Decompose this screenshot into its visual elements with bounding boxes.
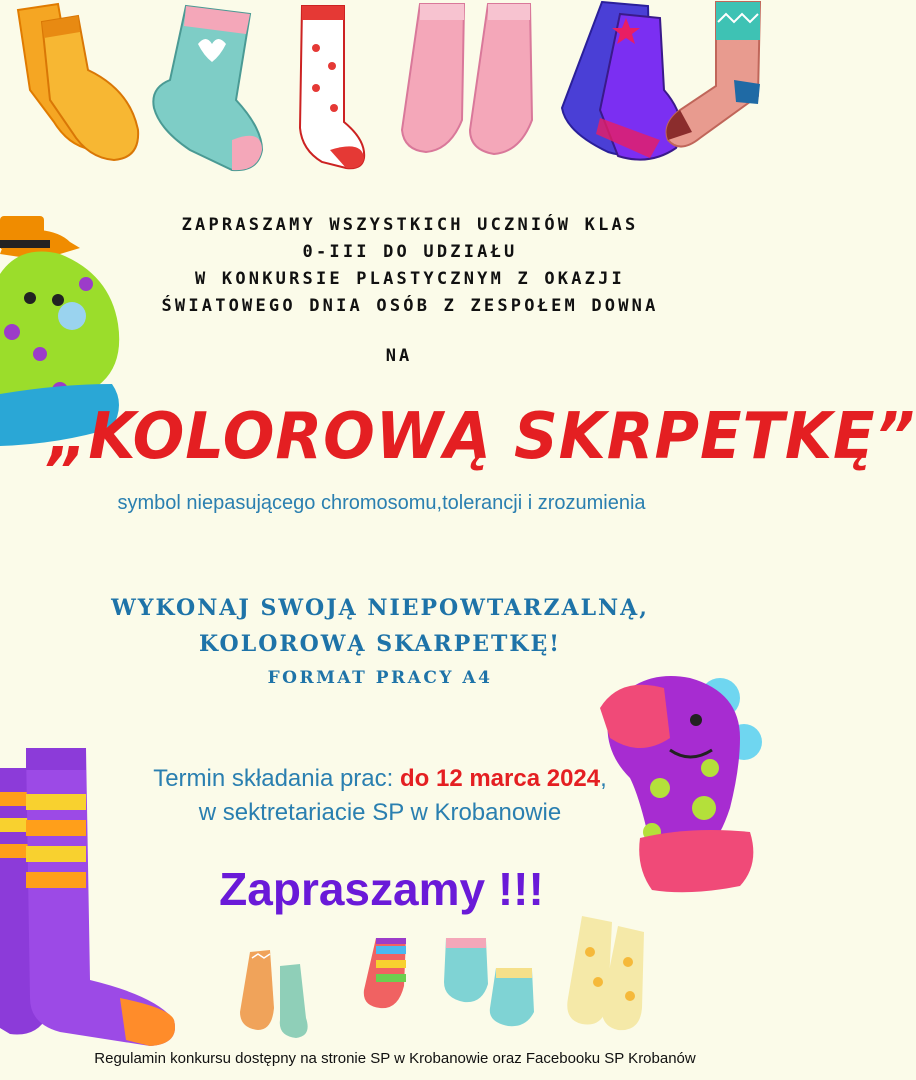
orange-teal-socks-icon: [240, 950, 308, 1038]
striped-colorful-sock-icon: [364, 938, 406, 1008]
deadline-info: [60, 762, 700, 830]
heading-line-4: ŚWIATOWEGO DNIA OSÓB Z ZESPOŁEM DOWNA: [161, 296, 659, 316]
deadline-prefix: Termin składania prac:: [153, 765, 400, 792]
heading-line-1: ZAPRASZAMY WSZYSTKICH UCZNIÓW KLAS: [181, 215, 639, 235]
invite-text: Zapraszamy !!!: [219, 863, 544, 915]
task-line-1: WYKONAJ SWOJĄ NIEPOWTARZALNĄ,: [111, 595, 649, 621]
heading-line-2: 0-III DO UDZIAŁU: [302, 242, 518, 262]
contest-title: „KOLOROWĄ SKRPETKĘ”: [48, 400, 916, 474]
pineapple-socks-icon: [567, 916, 644, 1030]
task-description: [60, 590, 700, 692]
footer-rules: Regulamin konkursu dostępny na stronie SP w Krobanowie oraz Facebooku SP Krobanów: [94, 1050, 696, 1067]
teal-star-socks-icon: [444, 938, 534, 1026]
blue-purple-star-socks-icon: [562, 2, 681, 160]
deadline-date: do 12 marca 2024: [399, 765, 601, 792]
pink-socks-icon: [402, 4, 532, 154]
deadline-line-2: w sektretariacie SP w Krobanowie: [198, 799, 562, 826]
striped-pink-sock-icon: [667, 2, 761, 147]
task-line-2: KOLOROWĄ SKARPETKĘ!: [199, 631, 561, 657]
top-socks-icon: [0, 0, 763, 180]
orange-socks-icon: [18, 4, 138, 160]
deadline-suffix: ,: [600, 765, 607, 792]
white-heart-sock-icon: [300, 6, 364, 168]
na-label: NA: [385, 346, 413, 366]
heading-line-3: W KONKURSIE PLASTYCZNYM Z OKAZJI: [195, 269, 625, 289]
invitation-heading: [60, 212, 760, 320]
deadline-line-1: [60, 762, 700, 796]
small-socks-row-icon: [230, 912, 660, 1042]
task-format: FORMAT PRACY A4: [267, 668, 493, 688]
teal-heart-sock-icon: [153, 6, 262, 170]
contest-subtitle: symbol niepasującego chromosomu,tolerancji i zrozumienia: [117, 492, 646, 514]
